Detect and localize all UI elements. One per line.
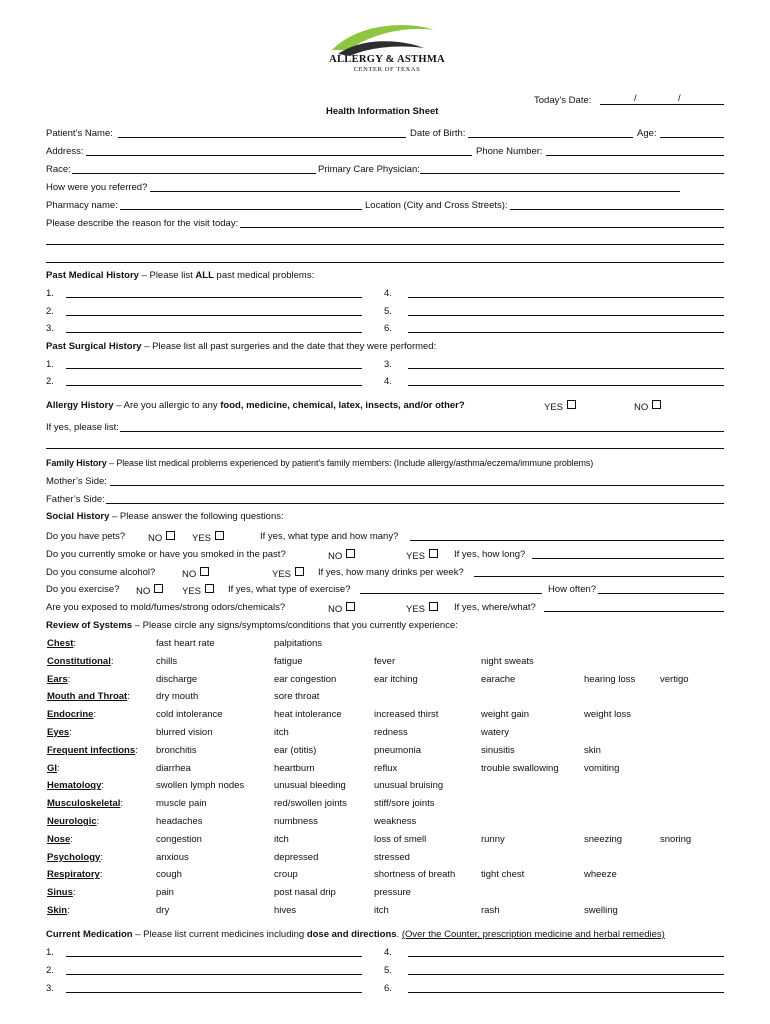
medical-problem-field[interactable]	[66, 332, 362, 333]
ros-row-label: Respiratory:	[47, 869, 103, 881]
ros-symptom-option[interactable]: anxious	[156, 851, 189, 863]
reason-field-line[interactable]	[46, 262, 724, 263]
checkbox-icon[interactable]	[567, 400, 576, 409]
ros-symptom-option[interactable]: vertigo	[660, 673, 689, 685]
allergy-heading: Allergy History – Are you allergic to any food, medicine, chemical, latex, insects, and/or other?	[46, 400, 465, 411]
ros-symptom-option[interactable]: post nasal drip	[274, 887, 336, 899]
ros-symptom-option[interactable]: earache	[481, 673, 516, 685]
pharmacy-label: Pharmacy name:	[46, 200, 118, 211]
ros-symptom-option[interactable]: runny	[481, 833, 505, 845]
past-medical-heading: Past Medical History – Please list ALL past medical problems:	[46, 270, 315, 281]
logo-subtitle: CENTER OF TEXAS	[353, 66, 421, 73]
father-side-field[interactable]	[106, 503, 724, 504]
checkbox-icon[interactable]	[154, 584, 163, 593]
social-history-heading: Social History – Please answer the following questions:	[46, 511, 284, 522]
how-often-label: How often?	[548, 584, 597, 595]
ros-symptom-option[interactable]: shortness of breath	[374, 869, 456, 881]
ros-symptom-option[interactable]: heartburn	[274, 762, 315, 774]
address-label: Address:	[46, 146, 84, 157]
ros-symptom-option[interactable]: unusual bruising	[374, 780, 444, 792]
page-title: Health Information Sheet	[326, 106, 439, 117]
ros-symptom-option[interactable]: weight gain	[481, 709, 530, 721]
ros-symptom-option[interactable]: increased thirst	[374, 709, 439, 721]
ros-symptom-option[interactable]: ear itching	[374, 673, 418, 685]
patient-name-field[interactable]	[118, 137, 406, 138]
ros-symptom-option[interactable]: cough	[156, 869, 182, 881]
ros-row-label: Neurologic:	[47, 816, 100, 827]
ros-symptom-option[interactable]: trouble swallowing	[481, 762, 559, 774]
ros-symptom-option[interactable]: snoring	[660, 833, 692, 845]
ros-row-label: Frequent infections:	[47, 744, 138, 756]
medication-field[interactable]	[66, 956, 362, 957]
reason-field-line[interactable]	[46, 244, 724, 245]
patient-name-label: Patient’s Name:	[46, 128, 113, 139]
medication-field[interactable]	[408, 992, 724, 993]
ros-symptom-option[interactable]: dry	[156, 905, 170, 916]
ros-row-label: Ears:	[47, 673, 71, 685]
ros-heading: Review of Systems – Please circle any signs/symptoms/conditions that you currently experience:	[46, 620, 458, 631]
ros-symptom-option[interactable]: unusual bleeding	[274, 780, 346, 792]
mother-side-label: Mother’s Side:	[46, 476, 107, 487]
ros-symptom-option[interactable]: ear congestion	[274, 673, 337, 685]
ros-symptom-option[interactable]: ear (otitis)	[274, 744, 317, 756]
medical-problem-field[interactable]	[408, 315, 724, 316]
medication-field[interactable]	[66, 974, 362, 975]
location-label: Location (City and Cross Streets):	[365, 200, 508, 211]
ros-symptom-option[interactable]: itch	[274, 727, 289, 738]
smoke-no-option[interactable]: NO	[328, 549, 355, 562]
checkbox-icon[interactable]	[166, 531, 175, 540]
list-number: 5.	[384, 306, 392, 317]
ros-symptom-option[interactable]: skin	[584, 744, 601, 756]
checkbox-icon[interactable]	[200, 567, 209, 576]
ros-row-label: Mouth and Throat:	[47, 691, 130, 703]
pets-yes-option[interactable]: YES	[192, 531, 224, 544]
mold-field[interactable]	[544, 611, 724, 612]
exercise-no-option[interactable]: NO	[136, 584, 163, 597]
ros-symptom-option[interactable]: palpitations	[274, 638, 323, 649]
ros-row-label: Hematology:	[47, 780, 105, 792]
ros-symptom-option[interactable]: weakness	[374, 816, 417, 827]
list-number: 3.	[46, 323, 54, 334]
allergy-yes-option[interactable]: YES	[544, 400, 576, 413]
ros-symptom-option[interactable]: muscle pain	[156, 798, 207, 810]
mold-no-option[interactable]: NO	[328, 602, 355, 615]
ros-symptom-option[interactable]: loss of smell	[374, 833, 427, 845]
surgery-field[interactable]	[408, 385, 724, 386]
ros-symptom-option[interactable]: reflux	[374, 762, 398, 774]
ros-symptom-option[interactable]: weight loss	[584, 709, 631, 721]
referred-field[interactable]	[150, 191, 680, 192]
ros-symptom-option[interactable]: depressed	[274, 851, 319, 863]
ros-symptom-option[interactable]: tight chest	[481, 869, 525, 881]
ros-symptom-option[interactable]: pneumonia	[374, 744, 422, 756]
address-field[interactable]	[86, 155, 472, 156]
dob-field[interactable]	[468, 137, 633, 138]
allergy-no-option[interactable]: NO	[634, 400, 661, 413]
ros-symptom-option[interactable]: numbness	[274, 816, 318, 827]
checkbox-icon[interactable]	[429, 549, 438, 558]
reason-label: Please describe the reason for the visit today:	[46, 218, 239, 229]
ros-symptom-option[interactable]: itch	[274, 833, 289, 845]
ros-row-label: Sinus:	[47, 887, 76, 899]
age-label: Age:	[637, 128, 657, 139]
ros-row-label: Eyes:	[47, 727, 72, 738]
ros-symptom-option[interactable]: discharge	[156, 673, 198, 685]
surgery-field[interactable]	[66, 368, 362, 369]
pharmacy-field[interactable]	[120, 209, 362, 210]
ros-symptom-option[interactable]: wheeze	[584, 869, 617, 881]
checkbox-icon[interactable]	[429, 602, 438, 611]
phone-label: Phone Number:	[476, 146, 543, 157]
exercise-followup-label: If yes, what type of exercise?	[228, 584, 351, 595]
ros-symptom-option[interactable]: watery	[481, 727, 509, 738]
ros-symptom-option[interactable]: congestion	[156, 833, 202, 845]
mother-side-field[interactable]	[110, 485, 724, 486]
ros-row-label: Endocrine:	[47, 709, 97, 721]
medication-field[interactable]	[66, 992, 362, 993]
ros-symptom-option[interactable]: sneezing	[584, 833, 623, 845]
medical-problem-field[interactable]	[408, 332, 724, 333]
alcohol-question: Do you consume alcohol?	[46, 567, 156, 578]
ros-row-label: GI:	[47, 762, 60, 774]
checkbox-icon[interactable]	[295, 567, 304, 576]
medical-problem-field[interactable]	[408, 297, 724, 298]
medication-field[interactable]	[408, 974, 724, 975]
list-number: 1.	[46, 947, 54, 958]
ros-row-label: Nose:	[47, 833, 73, 845]
ros-symptom-option[interactable]: chills	[156, 655, 178, 667]
exercise-question: Do you exercise?	[46, 584, 120, 595]
list-number: 1.	[46, 359, 54, 370]
list-number: 4.	[384, 288, 392, 299]
location-field[interactable]	[510, 209, 724, 210]
pcp-field[interactable]	[420, 173, 724, 174]
pcp-label: Primary Care Physician:	[318, 164, 420, 175]
ros-symptom-option[interactable]: red/swollen joints	[274, 798, 347, 810]
ros-symptom-option[interactable]: headaches	[156, 816, 203, 827]
ros-symptom-option[interactable]: redness	[374, 727, 408, 738]
mold-followup-label: If yes, where/what?	[454, 602, 536, 613]
ros-symptom-option[interactable]: diarrhea	[156, 762, 191, 774]
ros-symptom-option[interactable]: dry mouth	[156, 691, 199, 703]
list-number: 3.	[46, 983, 54, 994]
ros-symptom-option[interactable]: hives	[274, 905, 297, 916]
phone-field[interactable]	[546, 155, 724, 156]
list-number: 2.	[46, 306, 54, 317]
todays-date-label: Today’s Date:	[534, 95, 592, 106]
alcohol-yes-option[interactable]: YES	[272, 567, 304, 580]
pets-field[interactable]	[410, 540, 724, 541]
checkbox-icon[interactable]	[652, 400, 661, 409]
ros-symptom-option[interactable]: cold intolerance	[156, 709, 223, 721]
ros-symptom-option[interactable]: sinusitis	[481, 744, 515, 756]
ros-symptom-option[interactable]: swollen lymph nodes	[156, 780, 245, 792]
ros-symptom-option[interactable]: sore throat	[274, 691, 320, 703]
checkbox-icon[interactable]	[215, 531, 224, 540]
logo-name: ALLERGY & ASTHMA	[329, 54, 445, 65]
smoke-question: Do you currently smoke or have you smoked in the past?	[46, 549, 286, 560]
ros-symptom-option[interactable]: fatigue	[274, 655, 303, 667]
dob-label: Date of Birth:	[410, 128, 466, 139]
checkbox-icon[interactable]	[205, 584, 214, 593]
ros-symptom-option[interactable]: heat intolerance	[274, 709, 342, 721]
reason-field[interactable]	[240, 227, 724, 228]
checkbox-icon[interactable]	[346, 549, 355, 558]
race-field[interactable]	[72, 173, 316, 174]
medical-problem-field[interactable]	[66, 297, 362, 298]
ros-symptom-option[interactable]: night sweats	[481, 655, 534, 667]
ros-symptom-option[interactable]: vomiting	[584, 762, 620, 774]
ros-row-label: Chest:	[47, 638, 77, 649]
exercise-type-field[interactable]	[360, 593, 542, 594]
logo-swoosh-icon	[312, 18, 462, 58]
ros-row-label: Psychology:	[47, 851, 103, 863]
medication-field[interactable]	[408, 956, 724, 957]
ros-symptom-option[interactable]: pain	[156, 887, 174, 899]
smoke-field[interactable]	[532, 558, 724, 559]
date-separator: /	[678, 93, 681, 104]
list-number: 3.	[384, 359, 392, 370]
list-number: 2.	[46, 965, 54, 976]
mold-yes-option[interactable]: YES	[406, 602, 438, 615]
how-often-field[interactable]	[598, 593, 724, 594]
ros-symptom-option[interactable]: stressed	[374, 851, 410, 863]
referred-label: How were you referred?	[46, 182, 148, 193]
pets-followup-label: If yes, what type and how many?	[260, 531, 399, 542]
surgery-field[interactable]	[408, 368, 724, 369]
ros-row-label: Skin:	[47, 905, 70, 916]
ros-symptom-option[interactable]: hearing loss	[584, 673, 636, 685]
medication-heading: Current Medication – Please list current medicines including dose and directions. (Over the Counter, prescription medicine and herbal remedies)	[46, 929, 665, 940]
family-history-heading: Family History – Please list medical problems experienced by patient’s family members: (Include allergy/asthma/eczema/immune problems)	[46, 458, 594, 468]
allergy-list-label: If yes, please list:	[46, 422, 119, 433]
alcohol-followup-label: If yes, how many drinks per week?	[318, 567, 464, 578]
ros-symptom-option[interactable]: swelling	[584, 905, 618, 916]
ros-symptom-option[interactable]: fever	[374, 655, 396, 667]
ros-symptom-option[interactable]: pressure	[374, 887, 411, 899]
ros-row-label: Musculoskeletal:	[47, 798, 124, 810]
list-number: 4.	[384, 376, 392, 387]
age-field[interactable]	[660, 137, 724, 138]
list-number: 6.	[384, 983, 392, 994]
ros-symptom-option[interactable]: blurred vision	[156, 727, 213, 738]
father-side-label: Father’s Side:	[46, 494, 105, 505]
ros-symptom-option[interactable]: fast heart rate	[156, 638, 215, 649]
medical-problem-field[interactable]	[66, 315, 362, 316]
clinic-logo	[312, 18, 462, 76]
date-separator: /	[634, 93, 637, 104]
alcohol-no-option[interactable]: NO	[182, 567, 209, 580]
ros-symptom-option[interactable]: bronchitis	[156, 744, 197, 756]
ros-row-label: Constitutional:	[47, 655, 114, 667]
ros-symptom-option[interactable]: itch	[374, 905, 389, 916]
ros-symptom-option[interactable]: stiff/sore joints	[374, 798, 435, 810]
exercise-yes-option[interactable]: YES	[182, 584, 214, 597]
list-number: 2.	[46, 376, 54, 387]
smoke-followup-label: If yes, how long?	[454, 549, 526, 560]
ros-symptom-option[interactable]: croup	[274, 869, 298, 881]
pets-question: Do you have pets?	[46, 531, 126, 542]
alcohol-field[interactable]	[474, 576, 724, 577]
surgery-field[interactable]	[66, 385, 362, 386]
list-number: 6.	[384, 323, 392, 334]
past-surgical-heading: Past Surgical History – Please list all past surgeries and the date that they were performed:	[46, 341, 437, 352]
pets-no-option[interactable]: NO	[148, 531, 175, 544]
list-number: 5.	[384, 965, 392, 976]
mold-question: Are you exposed to mold/fumes/strong odors/chemicals?	[46, 602, 286, 613]
checkbox-icon[interactable]	[346, 602, 355, 611]
list-number: 1.	[46, 288, 54, 299]
allergy-list-field[interactable]	[120, 431, 724, 432]
allergy-list-field-line[interactable]	[46, 448, 724, 449]
smoke-yes-option[interactable]: YES	[406, 549, 438, 562]
ros-symptom-option[interactable]: rash	[481, 905, 500, 916]
race-label: Race:	[46, 164, 71, 175]
list-number: 4.	[384, 947, 392, 958]
todays-date-field[interactable]	[600, 104, 724, 105]
